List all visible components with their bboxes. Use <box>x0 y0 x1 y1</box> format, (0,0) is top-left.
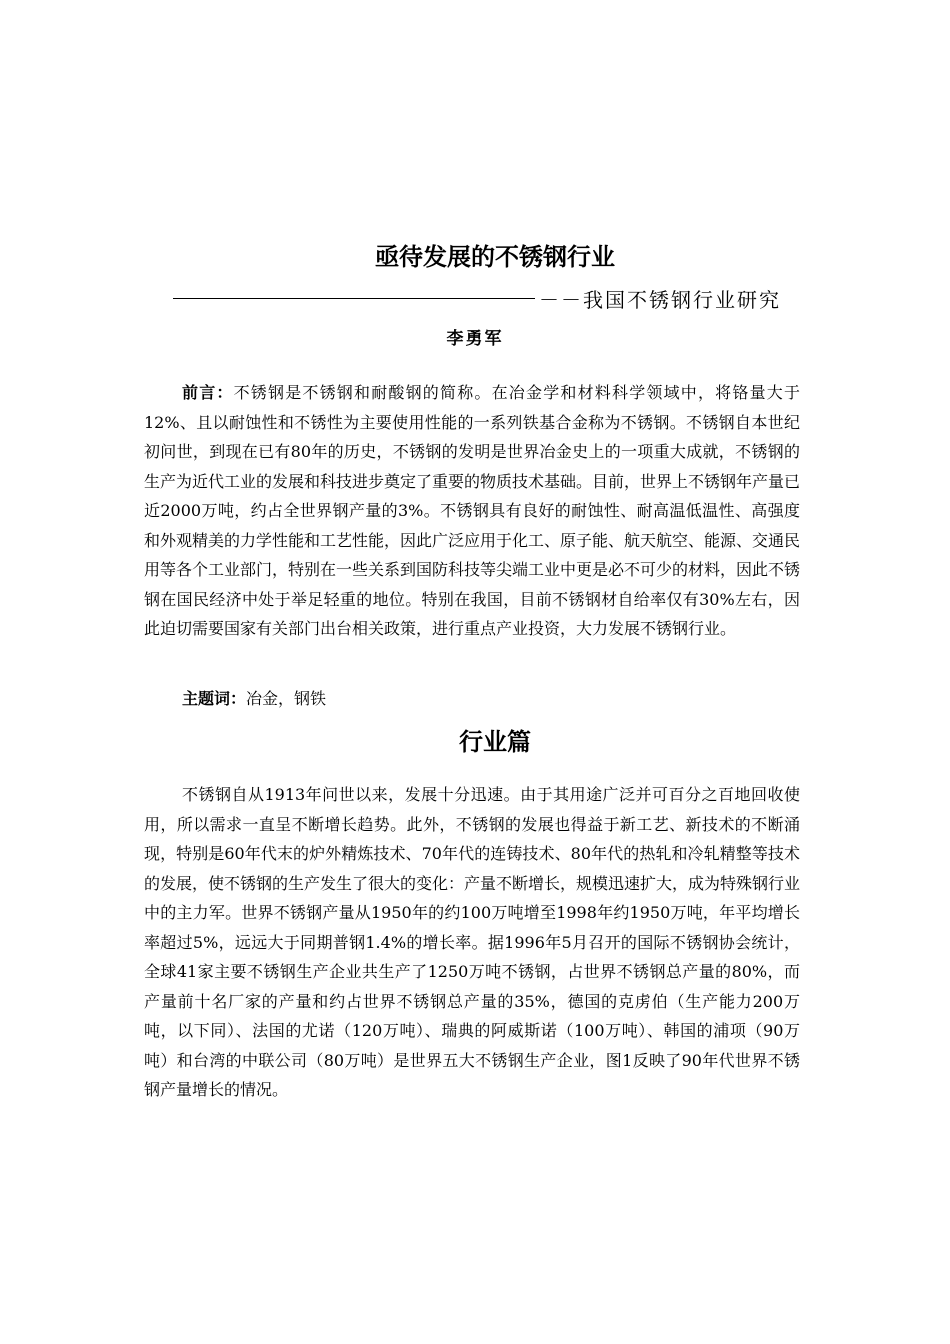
preface-text: 不锈钢是不锈钢和耐酸钢的简称。在冶金学和材料科学领域中，将铬量大于12%、且以耐蚀性和不锈性为主要使用性能的一系列铁基合金称为不锈钢。不锈钢自本世纪初问世，到现在已有80年的历史，不锈钢的发明是世界冶金史上的一项重大成就，不锈钢的生产为近代工业的发展和科技进步奠定了重要的物质技术基础。目前，世界上不锈钢年产量已近2000万吨，约占全世界钢产量的3%。不锈钢具有良好的耐蚀性、耐高温低温性、高强度和外观精美的力学性能和工艺性能，因此广泛应用于化工、原子能、航天航空、能源、交通民用等各个工业部门，特别在一些关系到国防科技等尖端工业中更是必不可少的材料，因此不锈钢在国民经济中处于举足轻重的地位。特别在我国，目前不锈钢材自给率仅有30%左右，因此迫切需要国家有关部门出台相关政策，进行重点产业投资，大力发展不锈钢行业。 <box>144 383 801 638</box>
keywords-paragraph <box>144 684 800 714</box>
subtitle <box>173 284 813 312</box>
section-heading: 行业篇 <box>459 728 531 756</box>
section-body-paragraph: 不锈钢自从1913年问世以来，发展十分迅速。由于其用途广泛并可百分之百地回收使用，所以需求一直呈不断增长趋势。此外，不锈钢的发展也得益于新工艺、新技术的不断涌现，特别是60年代末的炉外精炼技术、70年代的连铸技术、80年代的热轧和冷轧精整等技术的发展，使不锈钢的生产发生了很大的变化：产量不断增长，规模迅速扩大，成为特殊钢行业中的主力军。世界不锈钢产量从1950年的约100万吨增至1998年约1950万吨，年平均增长率超过5%，远远大于同期普钢1.4%的增长率。据1996年5月召开的国际不锈钢协会统计，全球41家主要不锈钢生产企业共生产了1250万吨不锈钢，占世界不锈钢总产量的80%，而产量前十名厂家的产量和约占世界不锈钢总产量的35%，德国的克虏伯（生产能力200万吨，以下同）、法国的尤诺（120万吨）、瑞典的阿威斯诺（100万吨）、韩国的浦项（90万吨）和台湾的中联公司（80万吨）是世界五大不锈钢生产企业，图1反映了90年代世界不锈钢产量增长的情况。 <box>144 785 801 1099</box>
subtitle-rule <box>173 298 535 299</box>
preface-paragraph <box>144 378 800 644</box>
document-title: 亟待发展的不锈钢行业 <box>375 243 615 271</box>
preface-label: 前言： <box>182 383 234 402</box>
author-name: 李勇军 <box>446 329 504 349</box>
keywords-text: 冶金，钢铁 <box>246 689 327 708</box>
keywords-label: 主题词： <box>182 689 247 708</box>
subtitle-text: －－我国不锈钢行业研究 <box>539 287 781 312</box>
